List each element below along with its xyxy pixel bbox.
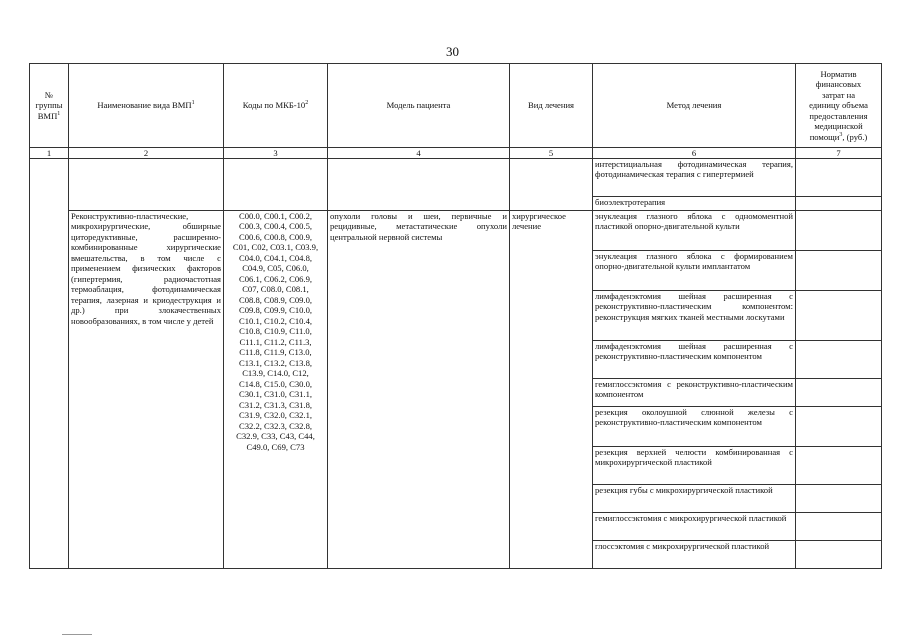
icd-code-line: С06.1, С06.2, С06.9, (238, 273, 313, 284)
method-cell: биоэлектротерапия (593, 197, 796, 211)
method-cell: гемиглоссэктомия с реконструктивно-пластическим компонентом (593, 379, 796, 407)
method-cell: лимфаденэктомия шейная расширенная с реконструктивно-пластическим компонентом (593, 341, 796, 379)
norm-cell (796, 447, 882, 485)
icd-code-line: С08.8, С08.9, С09.0, (238, 294, 313, 305)
icd-code-line: С00.6, С00.8, С00.9, (238, 231, 313, 242)
icd-codes-cell (224, 211, 328, 569)
scan-artifact-line (62, 634, 92, 635)
header-treatment-method: Метод лечения (593, 64, 796, 148)
column-number-row (30, 148, 882, 159)
method-cell: гемиглоссэктомия с микрохирургической пластикой (593, 513, 796, 541)
norm-cell (796, 211, 882, 251)
method-cell: лимфаденэктомия шейная расширенная с реконструктивно-пластическим компонентом: реконструкция мягких тканей местными лоскутами (593, 291, 796, 341)
norm-cell (796, 251, 882, 291)
column-number: 2 (69, 148, 224, 159)
icd-code-line: С32.9, С33, С43, С44, (236, 431, 315, 442)
icd-code-line: С49.0, С69, С73 (246, 441, 305, 452)
icd-code-line: С04.0, С04.1, С04.8, (238, 252, 313, 263)
column-number: 4 (328, 148, 510, 159)
norm-cell (796, 485, 882, 513)
norm-cell (796, 159, 882, 197)
norm-cell (796, 541, 882, 569)
icd-code-line: С07, С08.0, С08.1, (242, 284, 309, 295)
method-cell: резекция верхней челюсти комбинированная с микрохирургической пластикой (593, 447, 796, 485)
page-number: 30 (446, 44, 459, 59)
icd-code-line: С04.9, С05, С06.0, (242, 263, 309, 274)
method-cell: энуклеация глазного яблока с одномоментной пластикой опорно-двигательной культи (593, 211, 796, 251)
icd-code-line: С13.1, С13.2, С13.8, (238, 357, 313, 368)
icd-code-line: С13.9, С14.0, С12, (242, 368, 309, 379)
norm-cell (796, 341, 882, 379)
column-number: 6 (593, 148, 796, 159)
vmp-name-cell: Реконструктивно-пластические, микрохирургические, обширные циторедуктивные, расширенно-комбинированные хирургические вмешательства, в том числе с применением физических факторов (гипертермия, радиочастотная термоаблация, фотодинамическая терапия, лазерная и криодеструкция и др.) при злокачественных новообразованиях, в том числе у детей (69, 211, 224, 569)
method-cell: интерстициальная фотодинамическая терапия, фотодинамическая терапия с гипертермией (593, 159, 796, 197)
icd-code-line: С30.1, С31.0, С31.1, (238, 389, 313, 400)
method-cell: резекция губы с микрохирургической пластикой (593, 485, 796, 513)
method-cell: резекция околоушной слюнной железы с реконструктивно-пластическим компонентом (593, 407, 796, 447)
treatment-type-cell: хирургическое лечение (510, 211, 593, 569)
column-number: 5 (510, 148, 593, 159)
column-number: 1 (30, 148, 69, 159)
header-treatment-type: Вид лечения (510, 64, 593, 148)
column-number: 3 (224, 148, 328, 159)
table-row (30, 211, 882, 251)
patient-model-cell: опухоли головы и шеи, первичные и рецидивные, метастатические опухоли центральной нервной системы (328, 211, 510, 569)
icd-code-line: С00.3, С00.4, С00.5, (238, 221, 313, 232)
icd-code-line: С31.9, С32.0, С32.1, (238, 410, 313, 421)
header-icd-codes: Коды по МКБ-$10^2$ (224, 64, 328, 148)
icd-code-line: С01, С02, С03.1, С03.9, (232, 242, 319, 253)
header-vmp-name: Наименование вида ВМП$^1$ (69, 64, 224, 148)
header-patient-model: Модель пациента (328, 64, 510, 148)
method-cell: глоссэктомия с микрохирургической пластикой (593, 541, 796, 569)
header-group-number: № группы ВМП$^1$ (30, 64, 69, 148)
norm-cell (796, 197, 882, 211)
icd-code-line: С00.0, С00.1, С00.2, (238, 211, 313, 221)
table-row (30, 159, 882, 197)
icd-code-line: С11.8, С11.9, С13.0, (239, 347, 312, 358)
norm-cell (796, 379, 882, 407)
column-number: 7 (796, 148, 882, 159)
norm-cell (796, 407, 882, 447)
header-financial-norm: Норматив финансовых затрат на единицу объема предоставления медицинской помощи$^3$, (руб.) (796, 64, 882, 148)
norm-cell (796, 291, 882, 341)
icd-code-line: С14.8, С15.0, С30.0, (238, 378, 313, 389)
group-number-cell (30, 159, 69, 569)
vmp-table (29, 63, 882, 569)
norm-cell (796, 513, 882, 541)
icd-code-line: С32.2, С32.3, С32.8, (238, 420, 313, 431)
header-row (30, 64, 882, 148)
method-cell: энуклеация глазного яблока с формированием опорно-двигательной культи имплантатом (593, 251, 796, 291)
icd-code-line: С10.1, С10.2, С10.4, (238, 315, 313, 326)
icd-code-line: С11.1, С11.2, С11.3, (239, 336, 312, 347)
icd-code-line: С31.2, С31.3, С31.8, (238, 399, 313, 410)
icd-code-line: С09.8, С09.9, С10.0, (238, 305, 313, 316)
icd-code-line: С10.8, С10.9, С11.0, (239, 326, 312, 337)
